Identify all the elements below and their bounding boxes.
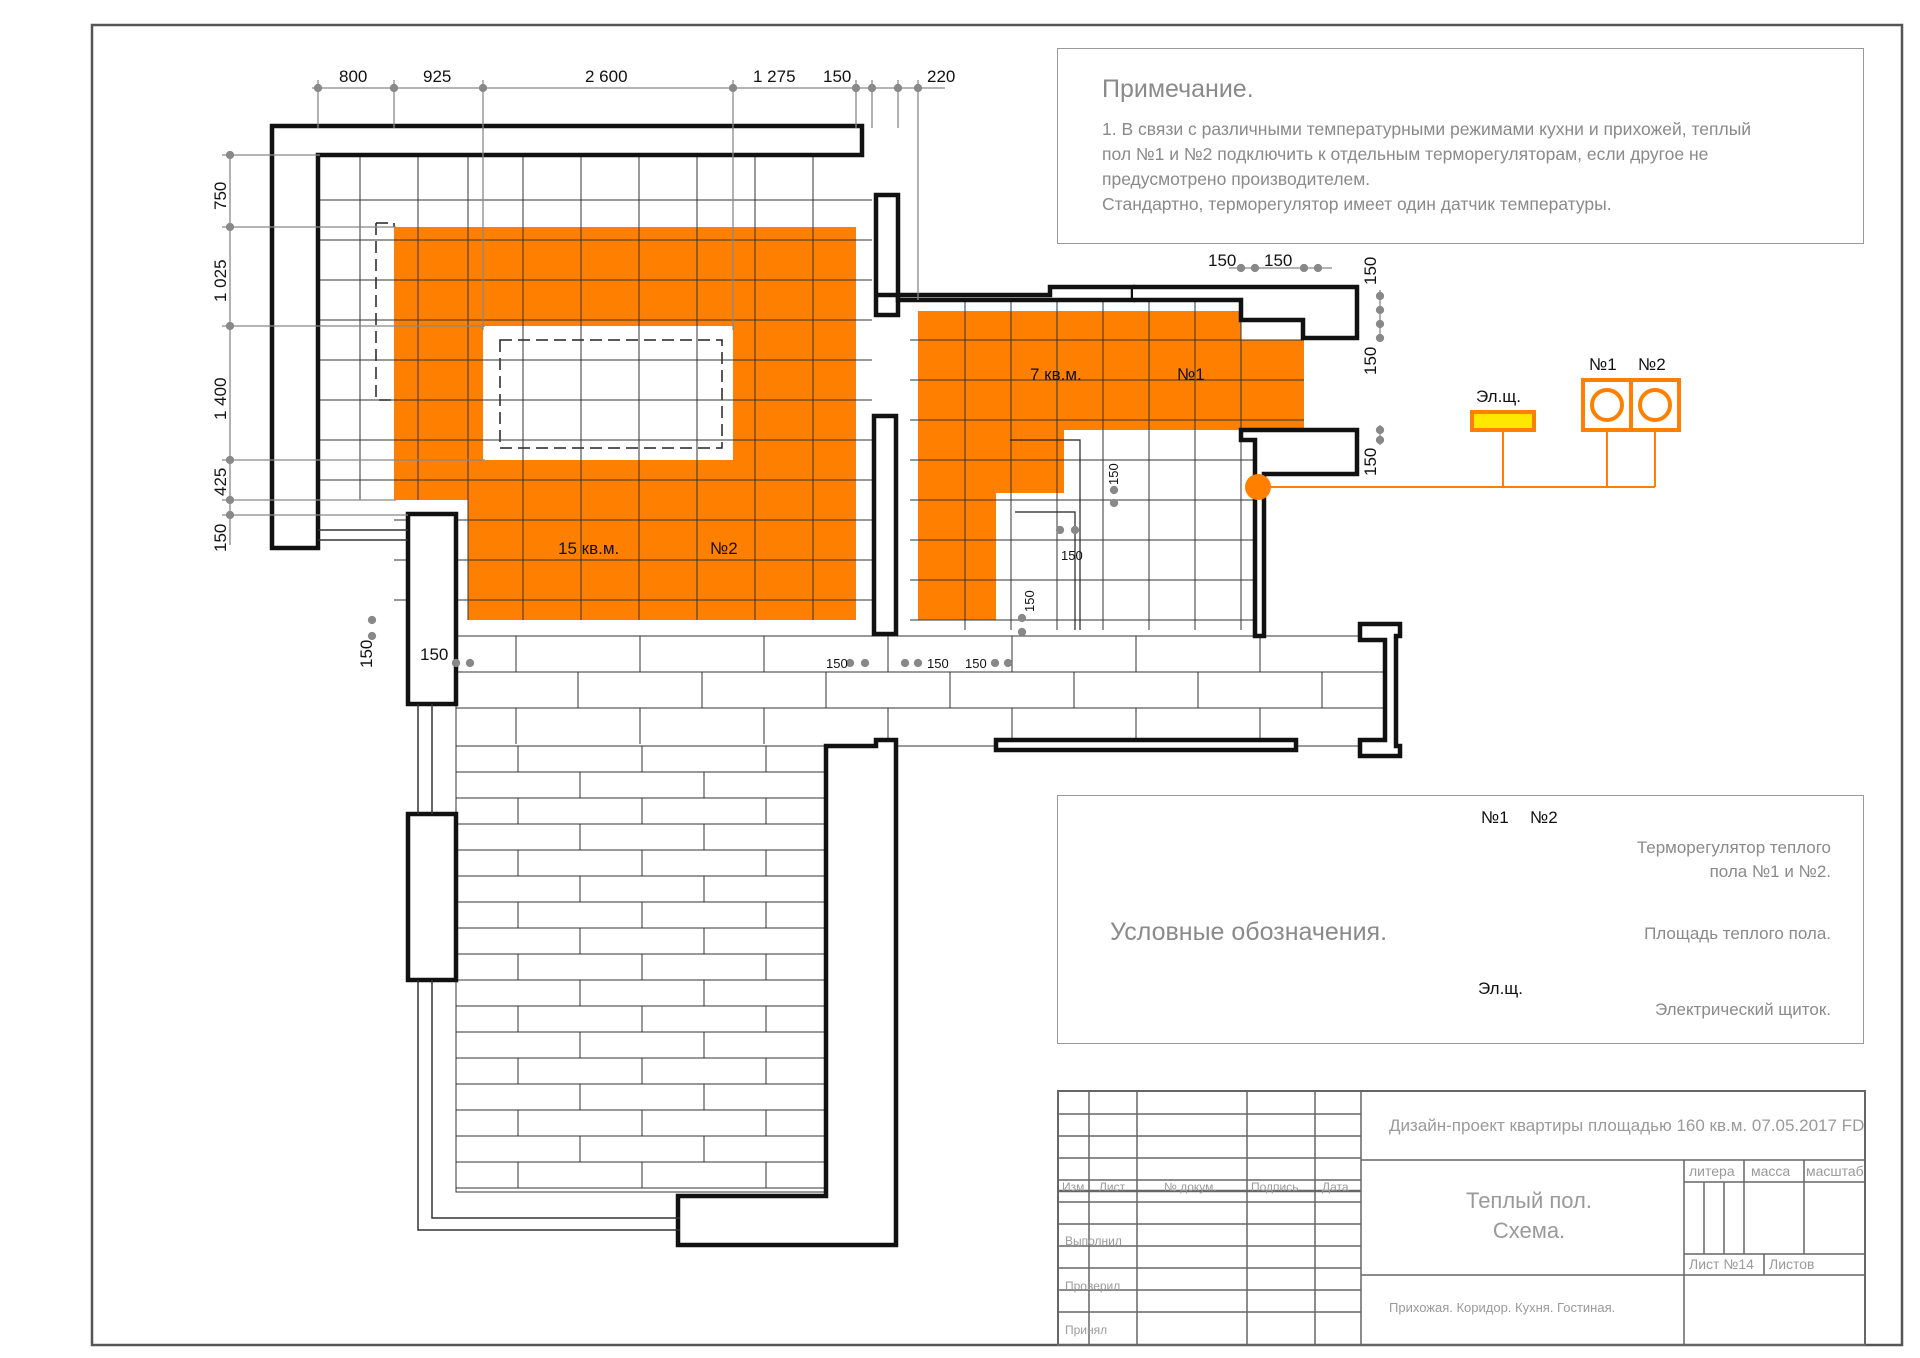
legend-thermo-label bbox=[1637, 836, 1831, 884]
zone-1-area: 7 кв.м. bbox=[1030, 365, 1082, 384]
sheet-number: Лист №14 bbox=[1689, 1256, 1754, 1272]
sheet-title-1: Теплый пол. bbox=[1465, 1188, 1593, 1213]
dim-top-1275: 1 275 bbox=[753, 67, 796, 86]
header-izm: Изм bbox=[1062, 1180, 1085, 1194]
project-title: Дизайн-проект квартиры площадью 160 кв.м. 07.05.2017 FD bbox=[1389, 1116, 1865, 1135]
note-title: Примечание. bbox=[1102, 75, 1254, 103]
plan-thermo-2-label: №2 bbox=[1638, 355, 1666, 374]
legend-panel-tag: Эл.щ. bbox=[1478, 979, 1524, 998]
dim-left-750: 750 bbox=[211, 181, 230, 210]
legend-thermo-1: №1 bbox=[1481, 808, 1509, 827]
dim-top-220: 220 bbox=[927, 67, 956, 86]
dim-right-150-e: 150 bbox=[1361, 447, 1380, 476]
header-list: Лист bbox=[1099, 1180, 1126, 1194]
role-performed: Выполнил bbox=[1065, 1234, 1122, 1248]
dim-right-150-a: 150 bbox=[1208, 251, 1237, 270]
dim-150-h: 150 bbox=[357, 639, 376, 668]
header-sign: Подпись bbox=[1251, 1180, 1299, 1194]
col-masshtab: масштаб bbox=[1806, 1163, 1864, 1179]
legend-area-label: Площадь теплого пола. bbox=[1644, 924, 1831, 943]
col-litera: литера bbox=[1689, 1163, 1735, 1179]
legend-thermo-label-2: пола №1 и №2. bbox=[1709, 862, 1831, 881]
dim-top-925: 925 bbox=[423, 67, 452, 86]
title-block bbox=[1057, 1090, 1866, 1346]
legend-title: Условные обозначения. bbox=[1110, 918, 1388, 946]
dim-left-1400: 1 400 bbox=[211, 377, 230, 420]
dim-150-c: 150 bbox=[1022, 590, 1037, 612]
header-date: Дата bbox=[1322, 1180, 1349, 1194]
dim-left-150: 150 bbox=[211, 523, 230, 552]
plan-thermo-1-label: №1 bbox=[1589, 355, 1617, 374]
note-line-4: Стандартно, терморегулятор имеет один датчик температуры. bbox=[1102, 194, 1612, 214]
dim-right-150-b: 150 bbox=[1264, 251, 1293, 270]
sensor-junction bbox=[1245, 474, 1271, 500]
note-box bbox=[1057, 48, 1864, 244]
note-text bbox=[1102, 117, 1822, 217]
sheet-title-2: Схема. bbox=[1492, 1218, 1566, 1243]
dim-right-150-c: 150 bbox=[1361, 256, 1380, 285]
zone-2-area: 15 кв.м. bbox=[558, 539, 620, 558]
col-massa: масса bbox=[1751, 1163, 1791, 1179]
header-doc: № докум. bbox=[1164, 1180, 1217, 1194]
dim-top-800: 800 bbox=[339, 67, 368, 86]
zone-2-number: №2 bbox=[710, 539, 738, 558]
plan-thermostat bbox=[1583, 380, 1679, 430]
dim-150-a: 150 bbox=[1106, 463, 1121, 485]
legend-box bbox=[1057, 795, 1864, 1044]
dim-150-b: 150 bbox=[1061, 548, 1083, 563]
dim-150-d: 150 bbox=[826, 656, 848, 671]
dim-top-150: 150 bbox=[823, 67, 852, 86]
sheets-count: Листов bbox=[1769, 1256, 1815, 1272]
dim-150-f: 150 bbox=[965, 656, 987, 671]
dim-150-e: 150 bbox=[927, 656, 949, 671]
dim-right-150-d: 150 bbox=[1361, 346, 1380, 375]
note-line-1: 1. В связи с различными температурными режимами кухни и прихожей, теплый bbox=[1102, 119, 1752, 139]
role-approved: Принял bbox=[1065, 1323, 1108, 1337]
legend-thermo-label-1: Терморегулятор теплого bbox=[1636, 838, 1831, 857]
role-checked: Проверил bbox=[1065, 1279, 1121, 1293]
plan-electrical-panel bbox=[1472, 412, 1534, 430]
dim-left-425: 425 bbox=[211, 467, 230, 496]
legend-panel-label: Электрический щиток. bbox=[1654, 1000, 1831, 1019]
plan-panel-label: Эл.щ. bbox=[1476, 387, 1522, 406]
note-line-2: пол №1 и №2 подключить к отдельным терморегуляторам, если другое не bbox=[1102, 144, 1709, 164]
dim-150-g: 150 bbox=[420, 645, 449, 664]
zone-1-number: №1 bbox=[1177, 365, 1205, 384]
dim-left-1025: 1 025 bbox=[211, 259, 230, 302]
rooms-caption: Прихожая. Коридор. Кухня. Гостиная. bbox=[1389, 1300, 1616, 1315]
note-line-3: предусмотрено производителем. bbox=[1102, 169, 1371, 189]
legend-thermo-2: №2 bbox=[1530, 808, 1558, 827]
dim-top-2600: 2 600 bbox=[585, 67, 628, 86]
